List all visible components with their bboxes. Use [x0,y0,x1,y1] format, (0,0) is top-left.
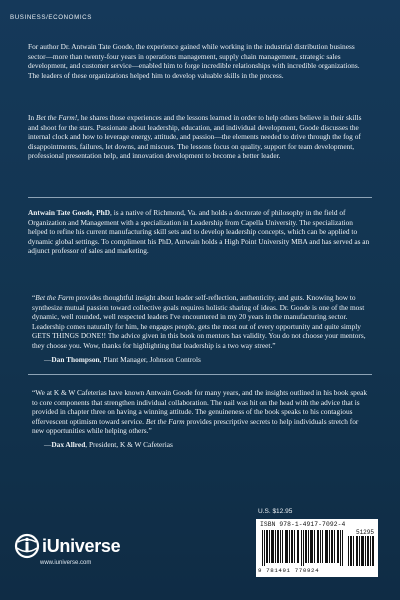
testimonial-2-attribution: —Dax Allred, President, K & W Cafeterias [44,439,173,449]
book-title: Bet the Farm! [35,113,78,122]
testimonial-1: “Bet the Farm provides thoughtful insight about leader self-reflection, authenticity, and guts. Knowing how to synthesize mutual passion toward collective goals requires holistic sharing of ideas. Dr. Goode is one of the most dynamic, well rounded, well respected leaders I've encountered in my 20 years in the manufacturing sector. Leadership comes naturally for him, he engages people, gets the most out of every opportunity and quite simply GETS THINGS DONE!! The advice given in this book on mentors has validity. You do not choose your mentors, they choose you. Wow, thanks for highlighting that leadership is a two way street.” —Dan Thompson, Plant Manager, Johnson Controls [32,293,372,364]
publisher-name: iUniverse [42,535,121,556]
testimonial-2: “We at K & W Cafeterias have known Antwain Goode for many years, and the insights outlined in his book speak to core components that strengthen individual collaboration. The nail was hit on the head with the advice that is provided in chapter three on having a winning attitude. The genuineness of the book speaks to his contagious effervescent optimism toward service. Bet the Farm provides prescriptive secrets to help individuals stretch for new opportunities while helping others.” —Dax Allred, President, K & W Cafeterias [32,388,372,450]
divider [28,197,372,198]
author-name: Antwain Tate Goode, PhD [28,208,111,217]
barcode-digits: 9 781491 770924 [258,567,320,574]
author-bio: Antwain Tate Goode, PhD, is a native of Richmond, Va. and holds a doctorate of philosophy in the field of Organization and Management with a specialization in Leadership from Capella University. The specialization helped to refine his current manufacturing skill sets and to develop leadership concepts, which can be applied to dynamic global settings. To compliment his PhD, Antwain holds a High Point University MBA and has served as an adjunct professor of sales and marketing. [28,208,370,256]
divider [28,374,372,375]
barcode-bars-icon [262,530,344,566]
price-label: U.S. $12.95 [258,508,293,515]
barcode-addon-text: 51295 [355,529,374,536]
barcode [256,519,378,577]
isbn-text: ISBN 978-1-4917-7092-4 [260,521,346,528]
description-paragraph-2: In Bet the Farm!, he shares those experiences and the lessons learned in order to help others believe in their skills and shoot for the stars. Passionate about leadership, education, and individual development, Goode discusses the internal clock and how to leverage energy, attitude, and passion—the elements needed to drive through the fog of disappointments, failures, let downs, and miscues. The lessons focus on quality, support for team development, professional presentation help, and innovation development to become a better leader. [28,113,362,161]
publisher-url: www.iuniverse.com [40,560,92,566]
barcode-addon-bars-icon [348,536,374,566]
testimonial-1-attribution: —Dan Thompson, Plant Manager, Johnson Controls [44,354,201,364]
publisher-logo [14,533,120,559]
description-paragraph-1: For author Dr. Antwain Tate Goode, the experience gained while working in the industrial distribution business sector—more than twenty-four years in operations management, supply chain management, strategic sales development, and customer service—enabled him to forge incredible relationships with incredible organizations. The leaders of these organizations helped him to develop valuable skills in the process. [28,42,360,80]
globe-icon [14,533,40,559]
category-label: BUSINESS/ECONOMICS [10,14,92,21]
